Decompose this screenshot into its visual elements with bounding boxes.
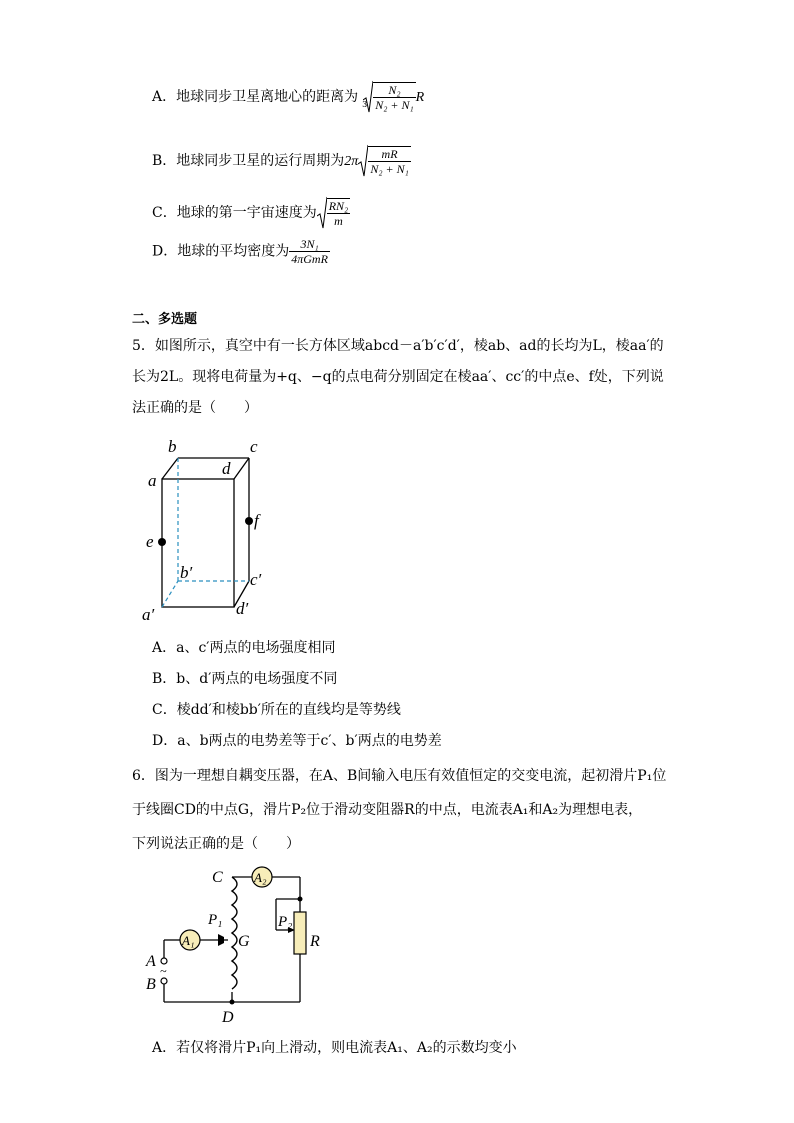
autotransformer-figure [138, 862, 338, 1027]
q5-stem-line2: 长为2L。现将电荷量为+q、−q的点电荷分别固定在棱aa′、cc′的中点e、f处，下列说 [132, 369, 664, 385]
label-d-terminal: D [222, 1009, 234, 1026]
square-root: $\frac{mR}{\text{N₂ + N₁}}$ [358, 144, 410, 178]
q5-option-a: A．a、c′两点的电场强度相同 [152, 640, 336, 656]
radical-sign-icon [317, 196, 327, 230]
q5-stem-line3: 法正确的是（ ） [132, 400, 258, 416]
q6-stem-line2: 于线圈CD的中点G，滑片P₂位于滑动变阻器R的中点，电流表A₁和A₂为理想电表， [132, 802, 643, 818]
label-b: b [168, 437, 177, 456]
q4-option-a-text: A．地球同步卫星离地心的距离为 [152, 89, 359, 105]
q5-stem-line1: 5．如图所示，真空中有一长方体区域abcd－a′b′c′d′，棱ab、ad的长均为L，棱aa′的 [132, 338, 664, 354]
label-a2: A₂ [254, 870, 267, 885]
label-p2: P₂ [278, 914, 293, 930]
label-f: f [254, 511, 259, 530]
label-a-prime: a′ [142, 605, 155, 624]
resistor-r [294, 912, 306, 954]
label-d-prime: d′ [236, 599, 249, 618]
label-b-prime: b′ [180, 563, 193, 582]
q5-option-b: B．b、d′两点的电场强度不同 [152, 671, 338, 687]
q6-stem-line1: 6．图为一理想自耦变压器，在A、B间输入电压有效值恒定的交变电流，起初滑片P₁位 [132, 768, 667, 784]
label-b-terminal: B [146, 976, 156, 993]
label-e: e [146, 532, 154, 551]
section-title: 二、多选题 [132, 312, 198, 327]
q5-option-d: D．a、b两点的电势差等于c′、b′两点的电势差 [152, 733, 442, 749]
q4-option-a: A．地球同步卫星离地心的距离为 $_3$ $\frac{\text{N₂}}{\text{N₂ + N₁}}$ R [152, 80, 424, 114]
label-a1: A₁ [182, 933, 195, 948]
ac-symbol: ~ [160, 964, 167, 978]
q6-stem-line3: 下列说法正确的是（ ） [132, 836, 300, 852]
label-a-terminal: A [146, 953, 156, 970]
q5-option-c: C．棱dd′和棱bb′所在的直线均是等势线 [152, 702, 401, 718]
label-c-prime: c′ [250, 570, 262, 589]
q6-option-a: A．若仅将滑片P₁向上滑动，则电流表A₁、A₂的示数均变小 [152, 1040, 517, 1056]
label-c: c [250, 437, 258, 456]
label-c-terminal: C [212, 869, 223, 886]
square-root: $\frac{\text{RN₂}}{m}$ [317, 196, 351, 230]
terminal-b-icon [161, 978, 167, 984]
label-d: d [222, 459, 231, 478]
q4-option-b: B．地球同步卫星的运行周期为2π $\frac{mR}{\text{N₂ + N₁}}$ [152, 144, 411, 178]
cube-root: $_3$ $\frac{\text{N₂}}{\text{N₂ + N₁}}$ [358, 80, 416, 114]
coil [232, 877, 237, 989]
cuboid-figure [138, 432, 278, 627]
label-g: G [238, 933, 250, 950]
label-a: a [148, 471, 157, 490]
label-p1: P₁ [208, 912, 223, 928]
label-r: R [310, 933, 320, 950]
radical-sign-icon [358, 144, 368, 178]
q4-option-d: D．地球的平均密度为 $\frac{\text{3N₁}}{\text{4πGmR}}$ [152, 237, 328, 266]
q4-option-c: C．地球的第一宇宙速度为 $\frac{\text{RN₂}}{m}$ [152, 196, 350, 230]
